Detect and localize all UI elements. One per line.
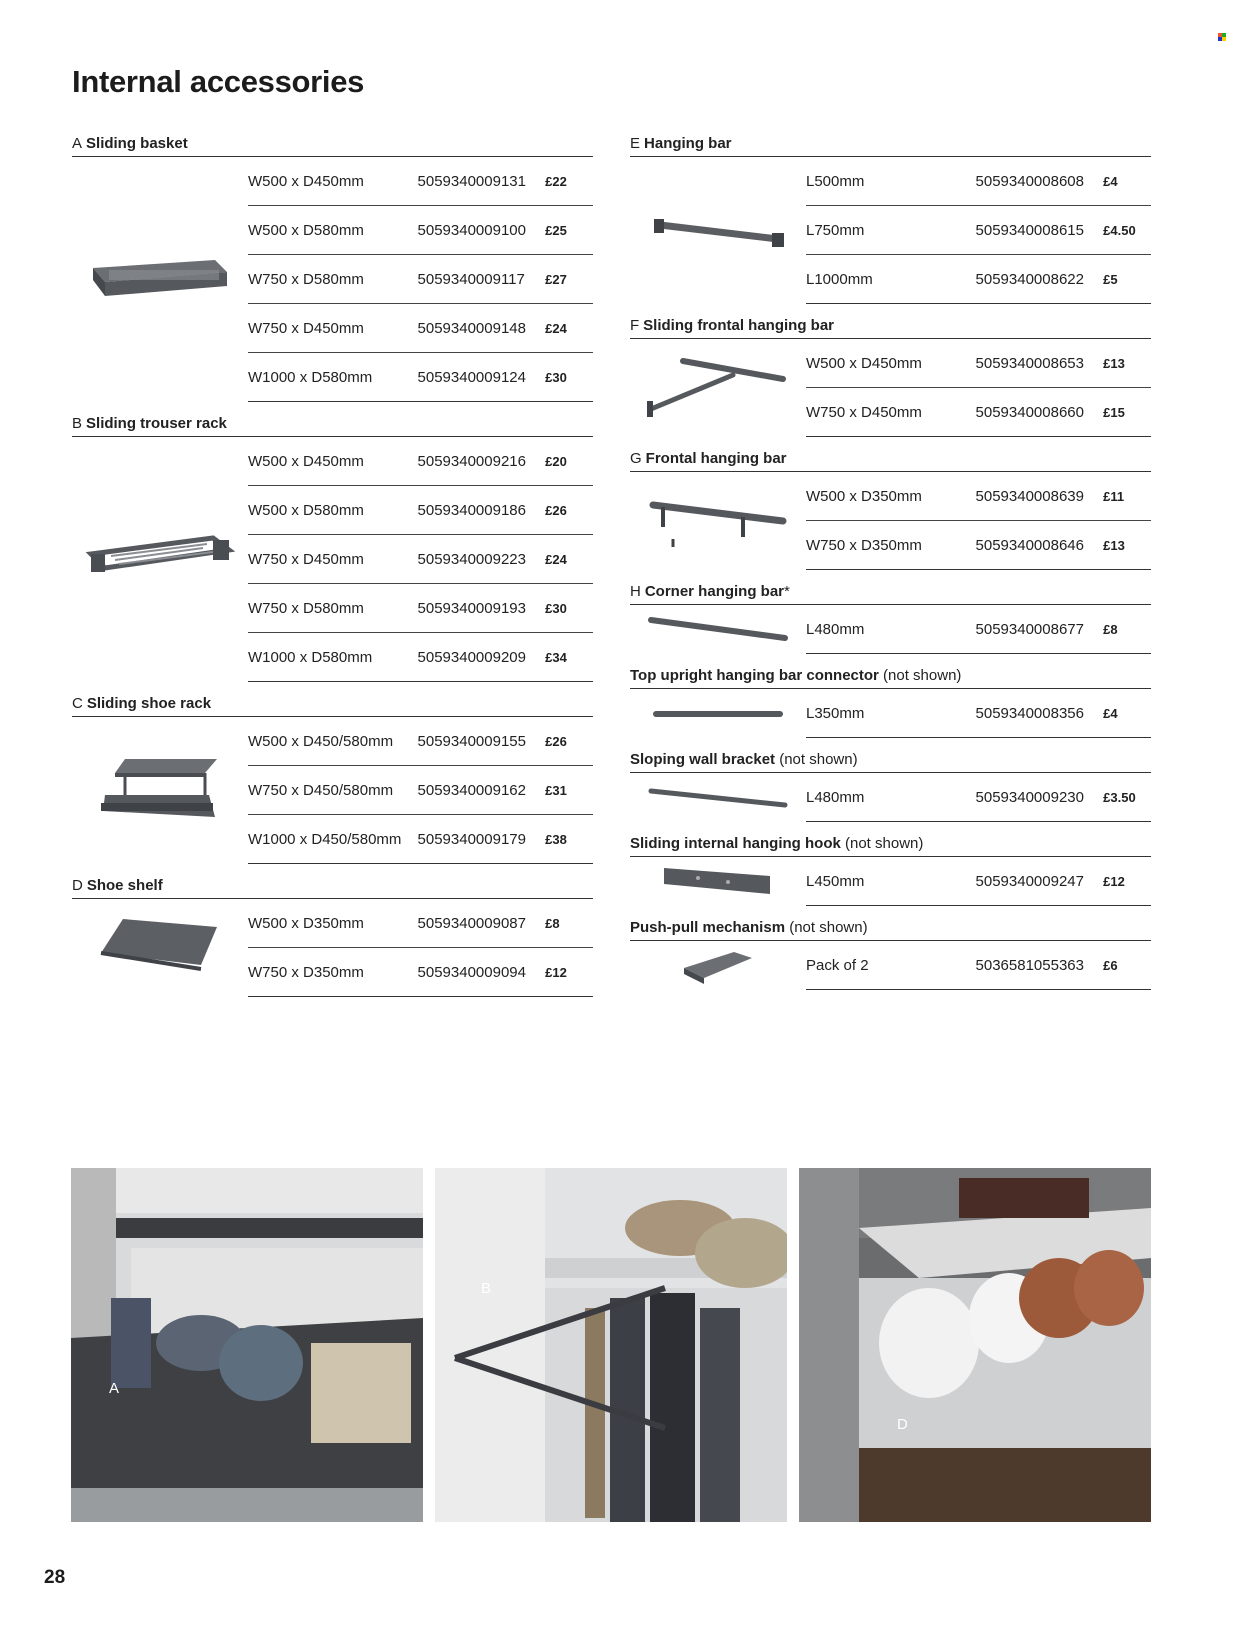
- product-price: £34: [545, 649, 567, 665]
- section-heading: [630, 746, 1151, 773]
- product-row: [806, 857, 1151, 906]
- product-price: £24: [545, 320, 567, 336]
- product-code: 5059340009155: [417, 732, 526, 750]
- product-row: [248, 535, 593, 584]
- product-row: [248, 899, 593, 948]
- product-size: W1000 x D450/580mm: [248, 830, 402, 848]
- product-size: W500 x D450mm: [248, 172, 364, 190]
- photo-tag-a: A: [109, 1380, 120, 1397]
- section-heading: [630, 312, 1151, 339]
- product-code: 5059340009209: [417, 648, 526, 666]
- trouser-rack-icon: [72, 437, 248, 682]
- product-size: W500 x D450/580mm: [248, 732, 394, 750]
- section-letter: H: [630, 583, 641, 600]
- section-heading: [72, 130, 593, 157]
- section-letter: G: [630, 450, 642, 467]
- trouser-rack-photo: [435, 1168, 787, 1522]
- basket-photo: [71, 1168, 423, 1522]
- section-name: Shoe shelf: [86, 877, 163, 894]
- product-code: 5059340009193: [417, 599, 526, 617]
- product-row: [248, 717, 593, 766]
- section-frontal-hanging-bar: [630, 445, 1151, 570]
- section-heading: [630, 130, 1151, 157]
- product-code: 5059340008615: [975, 221, 1084, 239]
- section-heading: [630, 662, 1151, 689]
- product-price: £26: [545, 502, 567, 518]
- product-price: £15: [1103, 404, 1125, 420]
- product-size: W500 x D580mm: [248, 221, 364, 239]
- product-price: £30: [545, 369, 567, 385]
- product-size: W750 x D580mm: [248, 599, 364, 617]
- product-code: 5059340008608: [975, 172, 1084, 190]
- product-size: L500mm: [806, 172, 865, 190]
- product-price: £13: [1103, 537, 1125, 553]
- section-sliding-basket: [72, 130, 593, 402]
- section-letter: A: [72, 135, 83, 152]
- section-name: Top upright hanging bar connector: [630, 667, 879, 684]
- product-price: £6: [1103, 957, 1118, 973]
- section-note: (not shown): [878, 667, 962, 684]
- section-name: Sliding frontal hanging bar: [643, 317, 834, 334]
- section-heading: [630, 445, 1151, 472]
- product-price: £12: [545, 964, 567, 980]
- photo-strip: [71, 1168, 1151, 1522]
- product-row: [806, 206, 1151, 255]
- left-column: [72, 130, 593, 997]
- product-row: [248, 353, 593, 402]
- section-note: (not shown): [840, 835, 924, 852]
- right-column: [630, 130, 1151, 990]
- product-price: £24: [545, 551, 567, 567]
- frontal-bar-icon: [630, 472, 806, 570]
- section-name: Sliding shoe rack: [86, 695, 212, 712]
- product-row: [248, 206, 593, 255]
- section-sloping-wall-bracket: [630, 746, 1151, 822]
- section-name: Sliding internal hanging hook: [630, 835, 841, 852]
- product-row: [248, 304, 593, 353]
- product-code: 5059340008660: [975, 403, 1084, 421]
- product-row: [806, 605, 1151, 654]
- product-price: £27: [545, 271, 567, 287]
- product-size: W500 x D350mm: [248, 914, 364, 932]
- hanging-bar-icon: [630, 157, 806, 304]
- product-price: £31: [545, 782, 567, 798]
- product-code: 5059340009216: [417, 452, 526, 470]
- product-code: 5059340008677: [975, 620, 1084, 638]
- product-price: £11: [1103, 488, 1125, 504]
- product-row: [248, 633, 593, 682]
- product-code: 5059340009131: [417, 172, 526, 190]
- section-heading: [72, 410, 593, 437]
- product-size: W750 x D450mm: [248, 550, 364, 568]
- product-size: W750 x D450mm: [806, 403, 922, 421]
- product-row: [248, 584, 593, 633]
- product-price: £5: [1103, 271, 1118, 287]
- section-letter: F: [630, 317, 640, 334]
- product-size: L480mm: [806, 788, 865, 806]
- product-code: 5059340009117: [417, 270, 525, 288]
- product-size: L350mm: [806, 704, 865, 722]
- section-note: (not shown): [785, 919, 868, 936]
- product-price: £4.50: [1103, 222, 1136, 238]
- section-note: *: [784, 583, 790, 600]
- page-number: 28: [44, 1567, 66, 1588]
- section-letter: B: [72, 415, 83, 432]
- product-size: L1000mm: [806, 270, 873, 288]
- product-code: 5059340009179: [417, 830, 526, 848]
- section-sliding-frontal-hanging-bar: [630, 312, 1151, 437]
- product-price: £25: [545, 222, 567, 238]
- push-pull-icon: [630, 941, 806, 990]
- hanging-hook-icon: [630, 857, 806, 906]
- section-heading: [630, 914, 1151, 941]
- product-code: 5059340008646: [975, 536, 1084, 554]
- section-heading: [630, 830, 1151, 857]
- product-row: [806, 255, 1151, 304]
- section-heading: [72, 872, 593, 899]
- product-code: 5059340008639: [975, 487, 1084, 505]
- product-size: L450mm: [806, 872, 865, 890]
- section-sliding-shoe-rack: [72, 690, 593, 864]
- brand-logo: [1218, 33, 1226, 41]
- product-code: 5059340008653: [975, 354, 1084, 372]
- product-price: £8: [545, 915, 560, 931]
- corner-bar-icon: [630, 605, 806, 654]
- section-sliding-trouser-rack: [72, 410, 593, 682]
- product-row: [806, 157, 1151, 206]
- product-code: 5059340009247: [975, 872, 1084, 890]
- section-note: (not shown): [775, 751, 858, 768]
- product-price: £3.50: [1103, 789, 1136, 805]
- shoe-rack-icon: [72, 717, 248, 864]
- section-push-pull-mechanism: [630, 914, 1151, 990]
- product-code: 5059340009094: [417, 963, 526, 981]
- section-letter: C: [72, 695, 83, 712]
- section-letter: D: [72, 877, 83, 894]
- product-price: £4: [1103, 173, 1118, 189]
- product-size: W500 x D350mm: [806, 487, 922, 505]
- product-size: W750 x D580mm: [248, 270, 364, 288]
- product-row: [806, 773, 1151, 822]
- section-shoe-shelf: [72, 872, 593, 997]
- product-size: W1000 x D580mm: [248, 368, 373, 386]
- product-row: [248, 157, 593, 206]
- product-row: [248, 437, 593, 486]
- product-price: £26: [545, 733, 567, 749]
- product-code: 5059340008622: [975, 270, 1084, 288]
- product-size: W750 x D450/580mm: [248, 781, 394, 799]
- product-row: [248, 255, 593, 304]
- product-code: 5059340009230: [975, 788, 1084, 806]
- section-heading: [630, 578, 1151, 605]
- section-name: Sliding basket: [86, 135, 188, 152]
- section-sliding-internal-hanging-hook: [630, 830, 1151, 906]
- sliding-basket-icon: [72, 157, 248, 402]
- product-row: [248, 486, 593, 535]
- product-size: W750 x D450mm: [248, 319, 364, 337]
- photo-tag-d: D: [897, 1416, 908, 1433]
- product-size: W500 x D450mm: [806, 354, 922, 372]
- product-code: 5059340009124: [417, 368, 526, 386]
- section-name: Corner hanging bar: [644, 583, 785, 600]
- product-code: 5059340009162: [417, 781, 526, 799]
- product-row: [806, 941, 1151, 990]
- sliding-frontal-bar-icon: [630, 339, 806, 437]
- product-code: 5059340008356: [975, 704, 1084, 722]
- product-row: [806, 521, 1151, 570]
- product-code: 5059340009148: [417, 319, 526, 337]
- product-price: £13: [1103, 355, 1125, 371]
- product-row: [248, 815, 593, 864]
- product-row: [806, 472, 1151, 521]
- product-code: 5059340009087: [417, 914, 526, 932]
- product-size: W500 x D450mm: [248, 452, 364, 470]
- page-title: Internal accessories: [72, 64, 365, 99]
- shoe-shelf-photo: [799, 1168, 1151, 1522]
- connector-icon: [630, 689, 806, 738]
- section-name: Frontal hanging bar: [645, 450, 787, 467]
- photo-tag-b: B: [481, 1280, 492, 1297]
- product-code: 5059340009186: [417, 501, 526, 519]
- section-heading: [72, 690, 593, 717]
- product-row: [806, 388, 1151, 437]
- product-size: W750 x D350mm: [248, 963, 364, 981]
- section-letter: E: [630, 135, 641, 152]
- product-price: £20: [545, 453, 567, 469]
- product-size: L750mm: [806, 221, 865, 239]
- product-price: £30: [545, 600, 567, 616]
- product-row: [806, 339, 1151, 388]
- section-name: Push-pull mechanism: [630, 919, 786, 936]
- wall-bracket-icon: [630, 773, 806, 822]
- product-size: L480mm: [806, 620, 865, 638]
- product-price: £12: [1103, 873, 1125, 889]
- product-size: W500 x D580mm: [248, 501, 364, 519]
- section-top-upright-hanging-bar-connector: [630, 662, 1151, 738]
- product-price: £22: [545, 173, 567, 189]
- section-name: Sliding trouser rack: [86, 415, 227, 432]
- section-hanging-bar: [630, 130, 1151, 304]
- product-size: W750 x D350mm: [806, 536, 922, 554]
- product-row: [806, 689, 1151, 738]
- product-size: W1000 x D580mm: [248, 648, 373, 666]
- section-name: Sloping wall bracket: [630, 751, 776, 768]
- product-row: [248, 766, 593, 815]
- section-corner-hanging-bar: [630, 578, 1151, 654]
- product-size: Pack of 2: [806, 956, 869, 974]
- shoe-shelf-icon: [72, 899, 248, 997]
- product-code: 5059340009223: [417, 550, 526, 568]
- product-code: 5036581055363: [975, 956, 1084, 974]
- product-price: £8: [1103, 621, 1118, 637]
- product-code: 5059340009100: [417, 221, 526, 239]
- product-price: £38: [545, 831, 567, 847]
- section-name: Hanging bar: [644, 135, 732, 152]
- product-price: £4: [1103, 705, 1118, 721]
- product-row: [248, 948, 593, 997]
